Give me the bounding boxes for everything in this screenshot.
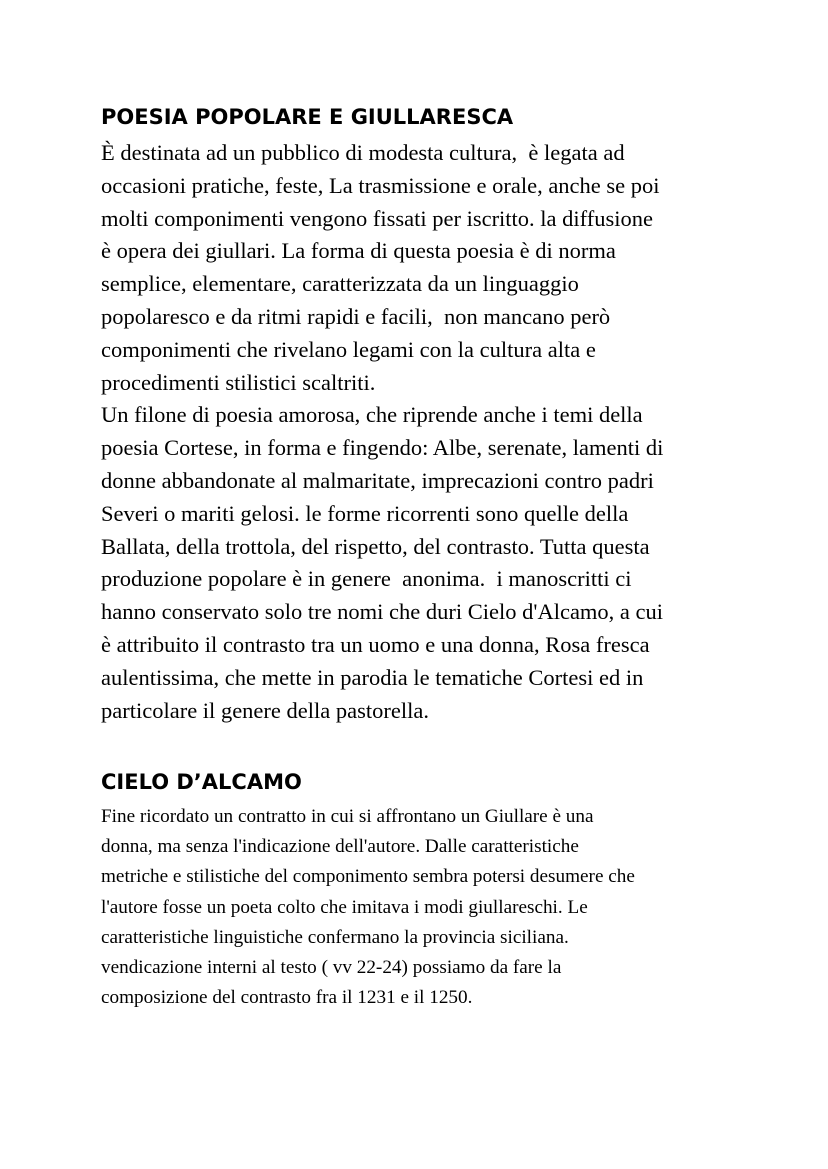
paragraph-line: vendicazione interni al testo ( vv 22-24) possiamo da fare la — [101, 957, 562, 979]
paragraph-line: hanno conservato solo tre nomi che duri Cielo d'Alcamo, a cui — [101, 599, 664, 625]
paragraph-line: poesia Cortese, in forma e fingendo: Albe, serenate, lamenti di — [101, 435, 664, 461]
paragraph-line: è opera dei giullari. La forma di questa poesia è di norma — [101, 238, 616, 264]
paragraph-line: procedimenti stilistici scaltriti. — [101, 369, 376, 395]
paragraph-line: È destinata ad un pubblico di modesta cultura, è legata ad — [101, 140, 625, 165]
paragraph-line: metriche e stilistiche del componimento sembra potersi desumere che — [101, 866, 635, 888]
paragraph-line: particolare il genere della pastorella. — [101, 697, 429, 723]
paragraph-line: Fine ricordato un contratto in cui si affrontano un Giullare è una — [101, 806, 594, 827]
paragraph-line: occasioni pratiche, feste, La trasmissione e orale, anche se poi — [101, 172, 660, 198]
paragraph-line: è attribuito il contrasto tra un uomo e una donna, Rosa fresca — [101, 631, 650, 657]
paragraph-line: componimenti che rivelano legami con la cultura alta e — [101, 336, 596, 362]
paragraph-line: Un filone di poesia amorosa, che riprende anche i temi della — [101, 402, 643, 428]
paragraph-line: donne abbandonate al malmaritate, imprecazioni contro padri — [101, 467, 654, 493]
paragraph-line: molti componimenti vengono fissati per iscritto. la diffusione — [101, 205, 653, 231]
paragraph-line: aulentissima, che mette in parodia le tematiche Cortesi ed in — [101, 664, 644, 690]
paragraph-line: composizione del contrasto fra il 1231 e il 1250. — [101, 987, 473, 1009]
paragraph-line: l'autore fosse un poeta colto che imitava i modi giullareschi. Le — [101, 896, 588, 918]
section-heading-poesia-popolare: POESIA POPOLARE E GIULLARESCA — [101, 105, 514, 129]
paragraph-line: popolaresco e da ritmi rapidi e facili, non mancano però — [101, 303, 611, 329]
paragraph-line: Ballata, della trottola, del rispetto, del contrasto. Tutta questa — [101, 533, 650, 559]
section-body-cielo-dalcamo — [101, 802, 635, 1013]
paragraph-line: Severi o mariti gelosi. le forme ricorrenti sono quelle della — [101, 500, 629, 526]
paragraph-line: semplice, elementare, caratterizzata da un linguaggio — [101, 271, 579, 297]
paragraph-line: produzione popolare è in genere anonima. i manoscritti ci — [101, 566, 632, 592]
paragraph-line: donna, ma senza l'indicazione dell'autore. Dalle caratteristiche — [101, 836, 579, 858]
section-heading-cielo-dalcamo: CIELO D’ALCAMO — [101, 770, 302, 794]
section-body-poesia-popolare — [101, 137, 663, 727]
paragraph-line: caratteristiche linguistiche confermano la provincia siciliana. — [101, 926, 569, 948]
